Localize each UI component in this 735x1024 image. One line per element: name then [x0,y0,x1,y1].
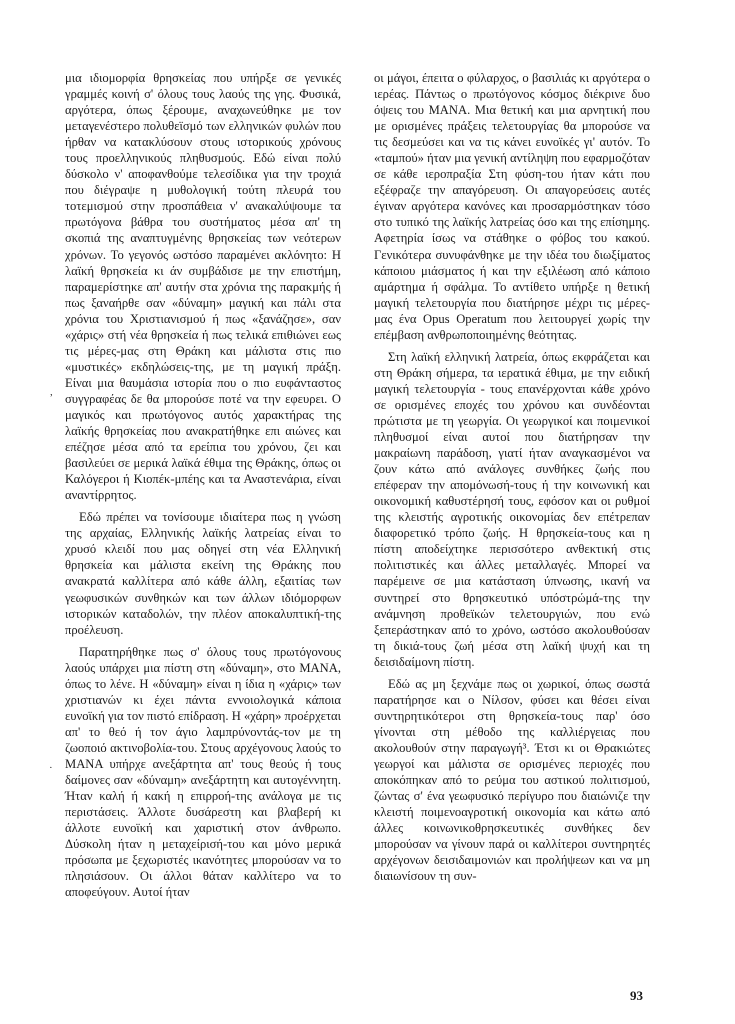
margin-dot: · [49,762,53,774]
page-number: 93 [630,988,643,1003]
margin-mark: , [50,386,53,398]
paragraph: μια ιδιομορφία θρησκείας που υπήρξε σε γενικές γραμμές κοινή σ' όλους τους λαούς της γης. Φυσικά, αργότερα, όπως ξέρουμε, αναχωνεύθηκε με τον μεταγενέστερο πολυθεϊσμό των ελληνικών φυλών που ήρθαν να κατακλύσουν στους ιστορικούς χρόνους τους προελληνικούς πληθυσμούς. Εδώ είναι πολύ δύσκολο ν' αποφανθούμε τελεσίδικα για την τροχιά που διέγραψε η μυθολογική τούτη πλευρά του τοτεμισμού στην προσπάθεια ν' ανακαλύψουμε τα πρωτόγονα βάθρα του συστήματος μέσα απ' τη σκοπιά της αναπτυγμένης θρησκείας των νεότερων χρόνων. Το γεγονός ωστόσο παραμένει ακλόνητο: Η λαϊκή θρησκεία κι άν συμβάδισε με την επιστήμη, παραμερίστηκε απ' αυτήν στα χρόνια της παρακμής ή πως ξαναήρθε σαν «δύναμη» μαγική και πάλι στα χρόνια του Χριστιανισμού ή πως «ξανάζησε», σαν «χάρις» στή νέα θρησκεία ή πως τελικά επιθιώνει εως τις μέρες-μας στη Θράκη και μάλιστα στις πιο «μυστικές» εκδηλώσεις-της, με τη μαγική πράξη. Είναι μια θαυμάσια ιστορία που ο πιο ευφάνταστος συγγραφέας δε θα μπορούσε ποτέ να την εφευρει. Ο μαγικός και πρωτόγονος αυτός χαρακτήρας της λαϊκής θρησκείας που ανακρατήθηκε επι αιώνες και επέζησε μέσα από τα ερείπια του χρόνου, ζει και βασιλεύει σε μερικά λαϊκά έθιμα της Θράκης, όπως οι Καλόγεροι ή Κιοπέκ-μπέης και τα Αναστενάρια, είναι αναντίρρητος. [65,71,341,503]
left-column [65,70,341,900]
paragraph: Στη λαϊκή ελληνική λατρεία, όπως εκφράζεται και στη Θράκη σήμερα, τα ιερατικά έθιμα, με την ειδική μαγική τελετουργία - τους επανέρχονται κάθε χρόνο σε ορισμένες εποχές του χρόνου και συνδέονται πρώτιστα με τη γεωργία. Οι γεωργικοί και ποιμενικοί πληθυσμοί είναι αυτοί που διατήρησαν την μακραίωνη παράδοση, γιατί ήταν αναγκασμένοι να ζουν κάτω από ανάλογες συνθήκες ζωής που επέφεραν την απομόνωσή-τους ή την κοινωνική και οικονομική καθυστέρησή τους, εφόσον και οι ρυθμοί της κλειστής αγροτικής οικονομίας δεν επέτρεπαν διαφορετικό τρόπο ζωής. Η θρησκεία-τους και η πίστη αποδείχτηκε περισσότερο ανθεκτική στις πολιτιστικές και άλλες μεταλλαγές. Μπορεί να παρέμεινε σε μια κατάσταση ύπνωσης, ικανή να συντηρεί στο θρησκευτικό υπόστρώμά-της την ανάμνηση προθεϊκών τελετουργιών, που ενώ ξεπεράστηκαν από το χρόνο, ωστόσο ακολουθούσαν τη δικιά-τους ζωή μέσα στη λαϊκή ψυχή και τη δεισιδαίμονη πίστη. [374,349,650,669]
right-column [374,70,650,884]
paragraph: Παρατηρήθηκε πως σ' όλους τους πρωτόγονους λαούς υπάρχει μια πίστη στη «δύναμη», στο ΜΑΝΑ, όπως το λένε. Η «δύναμη» είναι η ίδια η «χάρις» των χριστιανών κι έχει πάντα εννοιολογικά κάποια ευνοϊκή για τον πιστό επίδραση. Η «χάρη» προέρχεται απ' το θεό ή τον άγιο λαμπρύνοντάς-τον με τη ζωοποιό ακτινοβολία-του. Στους αρχέγονους λαούς το ΜΑΝΑ υπήρχε ανεξάρτητα απ' τους θεούς ή τους δαίμονες σαν «δύναμη» ανεξάρτητη και αυτογέννητη. Ήταν καλή ή κακή η επιρροή-της ανάλογα με τις περιστάσεις. Άλλοτε δυσάρεστη και βλαβερή κι άλλοτε ευνοϊκή και χαριστική στον άνθρωπο. Δύσκολη ήταν η μεταχείρισή-του και μόνο μερικά πρόσωπα με ξεχωριστές ικανότητες μπορούσαν να το πλησιάσουν. Οι άλλοι θάταν καλλίτερο να το αποφεύγουν. Αυτοί ήταν [65,644,341,900]
paragraph: Εδώ ας μη ξεχνάμε πως οι χωρικοί, όπως σωστά παρατήρησε και ο Νίλσον, φύσει και θέσει είναι συντηρητικότεροι στη θρησκεία-τους παρ' όσο γίνονται στη μέθοδο της καλλιέργειας που ακολουθούν στην παραγωγή³. Έτσι κι οι Θρακιώτες γεωργοί και μάλιστα σε ορισμένες περιοχές που αποκόπηκαν από το ρεύμα του αστικού πολιτισμού, ζώντας σ' ένα γεωφυσικό περίγυρο που διαιώνιζε την κλειστή ποιμενοαγροτική οικονομία και κάτω από άλλες κοινωνικοθρησκευτικές συνθήκες δεν μπορούσαν να γίνουν παρά οι καλλίτεροι συντηρητές αρχέγονων δεισιδαιμονιών και προλήψεων και να μη διαιωνίσουν τη συν- [374,676,650,884]
paragraph: οι μάγοι, έπειτα ο φύλαρχος, ο βασιλιάς κι αργότερα ο ιερέας. Πάντως ο πρωτόγονος κόσμος διέκρινε δυο όψεις του ΜΑΝΑ. Μια θετική και μια αρνητική που με ορισμένες πράξεις τελετουργίας θα μπορούσε να τις δεσμεύσει και να τις κάνει ευνοϊκές γι' αυτόν. Το «ταμπού» ήταν μια γενική αντίληψη που εφαρμοζόταν σε κάθε ιεροπραξία Στη φύση-του ήταν κάτι που εξέφραζε την απαγόρευση. Οι απαγορεύσεις αυτές έγιναν αργότερα κανόνες και προσαρμόστηκαν τόσο στο τυπικό της λαϊκής λατρείας όσο και της επίσημης. Αφετηρία ίσως να στάθηκε ο φόβος του κακού. Γενικότερα συνυφάνθηκε με την ιδέα του διωξίματος κάποιου μιάσματος ή και την εξιλέωση από κάποιο αμάρτημα ή σφάλμα. Το αντίθετο υπήρξε η θετική μαγική τελετουργία που διατήρησε μέχρι τις μέρες-μας ένα Opus Operatum που λειτουργεί χωρίς την επέμβαση ανθρωποποιημένης θεότητας. [374,71,650,342]
paragraph: Εδώ πρέπει να τονίσουμε ιδιαίτερα πως η γνώση της αρχαίας, Ελληνικής λαϊκής λατρείας είναι το χρυσό κλειδί που μας οδηγεί στη νέα Ελληνική θρησκεία και μάλιστα εκείνη της Θράκης που ανακρατά καλλίτερα από κάθε άλλη, εξαιτίας των γεωφυσικών συνθηκών και των άλλων ιδιόμορφων ιστορικών καταδολών, την πλέον αποκαλυπτική-της προέλευση. [65,510,341,637]
